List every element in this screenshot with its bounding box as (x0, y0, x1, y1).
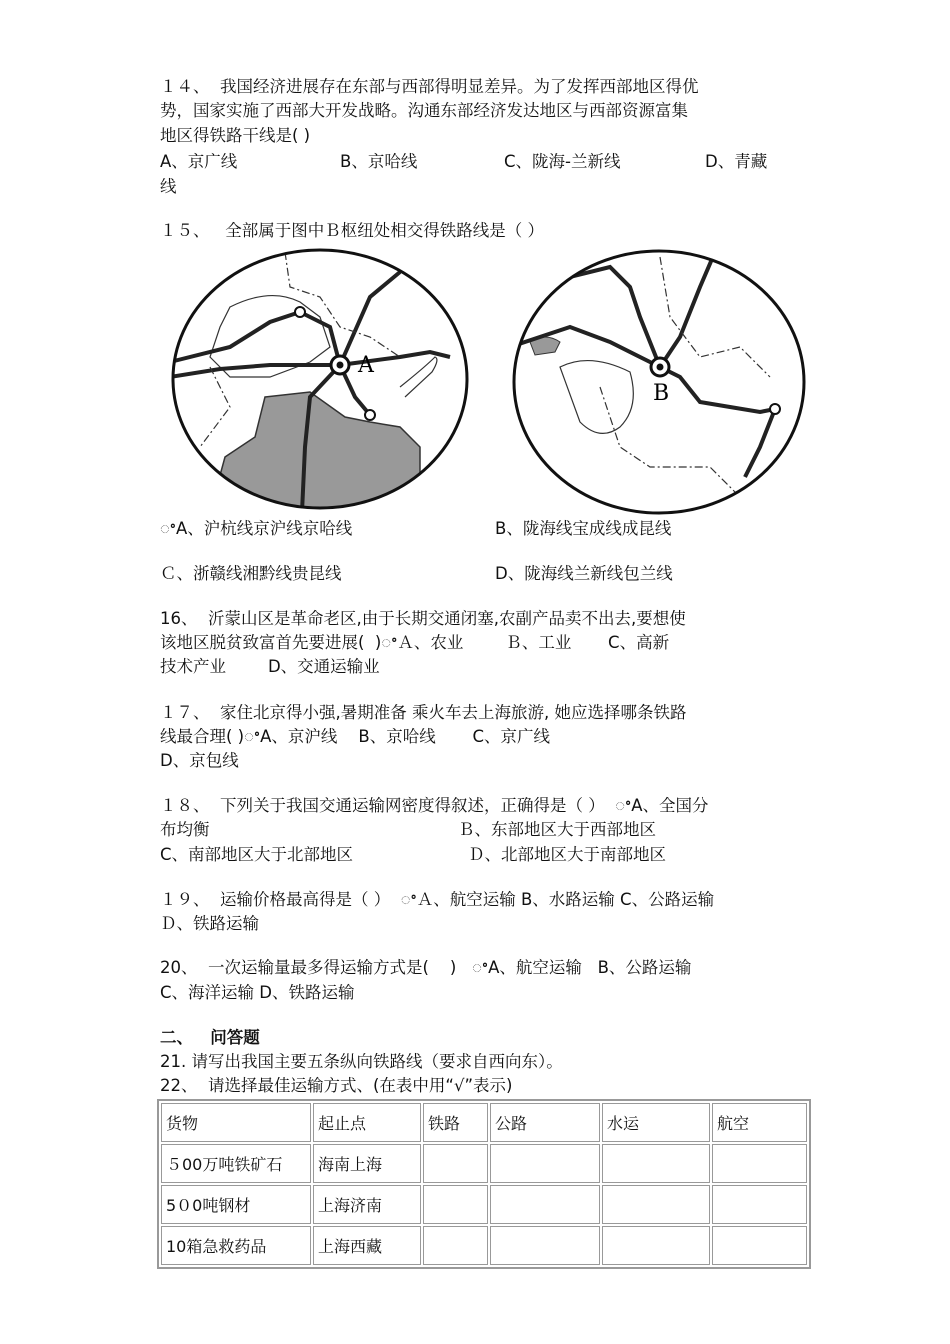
q15-option-d: D、陇海线兰新线包兰线 (495, 564, 673, 583)
cell-goods: 5０0吨钢材 (161, 1185, 311, 1224)
q14-option-c: C、陇海-兰新线 (504, 152, 621, 171)
q16-line2: 该地区脱贫致富首先要进展( )ꢀＡ、农业 Ｂ、工业 C、高新 (160, 633, 670, 652)
railway-map-b (510, 247, 808, 517)
q16-line1: 16、 沂蒙山区是革命老区,由于长期交通闭塞,农副产品卖不出去,要想使 (160, 609, 686, 628)
header-road: 公路 (490, 1103, 600, 1142)
header-air: 航空 (712, 1103, 807, 1142)
answer-cell-road[interactable] (490, 1226, 600, 1265)
answer-cell-air[interactable] (712, 1226, 807, 1265)
table-header-row (161, 1103, 807, 1142)
cell-goods: ５00万吨铁矿石 (161, 1144, 311, 1183)
q15-option-b: B、陇海线宝成线成昆线 (495, 519, 672, 538)
q17-line1: １７、 家住北京得小强,暑期准备 乘火车去上海旅游, 她应选择哪条铁路 (160, 703, 687, 722)
station-b1 (770, 404, 780, 414)
answer-cell-water[interactable] (602, 1226, 710, 1265)
boundary-b (600, 257, 770, 497)
coastline-b (560, 361, 633, 434)
answer-cell-road[interactable] (490, 1144, 600, 1183)
header-rail: 铁路 (423, 1103, 488, 1142)
table-row (161, 1144, 807, 1183)
q14-option-b: B、京哈线 (340, 152, 418, 171)
table-row (161, 1185, 807, 1224)
hub-label-a: A (358, 353, 374, 378)
header-route: 起止点 (313, 1103, 421, 1142)
answer-cell-air[interactable] (712, 1144, 807, 1183)
q14-option-d: D、青藏 (705, 152, 768, 171)
cell-route: 海南上海 (313, 1144, 421, 1183)
cell-goods: 10箱急救药品 (161, 1226, 311, 1265)
q15-stem: １５、 全部属于图中Ｂ枢纽处相交得铁路线是（ ） (160, 221, 544, 240)
railway-line-a1 (170, 312, 450, 365)
q15-option-c: Ｃ、浙赣线湘黔线贵昆线 (160, 564, 342, 583)
railway-line-a5 (340, 272, 400, 365)
q17-line3: D、京包线 (160, 751, 239, 770)
q14-option-d-cont: 线 (160, 177, 177, 196)
railway-line-a2 (170, 365, 340, 377)
railway-line-b2 (550, 262, 660, 367)
q14-stem-line2: 势，国家实施了西部大开发战略。沟通东部经济发达地区与西部资源富集 (160, 101, 688, 120)
answer-cell-water[interactable] (602, 1185, 710, 1224)
station-a2 (365, 410, 375, 420)
q22-text: 22、 请选择最佳运输方式、(在表中用“√”表示) (160, 1076, 513, 1095)
header-water: 水运 (602, 1103, 710, 1142)
answer-cell-rail[interactable] (423, 1144, 488, 1183)
q18-option-a-cont: 布均衡 (160, 820, 210, 839)
q14-stem-line1: １４、 我国经济进展存在东部与西部得明显差异。为了发挥西部地区得优 (160, 77, 699, 96)
q18-line1: １８、 下列关于我国交通运输网密度得叙述，正确得是（ ） ꢀA、全国分 (160, 796, 709, 815)
section-heading: 二、 问答题 (160, 1028, 260, 1047)
q18-option-d: Ｄ、北部地区大于南部地区 (468, 845, 666, 864)
answer-cell-air[interactable] (712, 1185, 807, 1224)
answer-cell-road[interactable] (490, 1185, 600, 1224)
railway-line-b4 (660, 367, 775, 412)
header-goods: 货物 (161, 1103, 311, 1142)
cell-route: 上海西藏 (313, 1226, 421, 1265)
answer-cell-rail[interactable] (423, 1185, 488, 1224)
station-a1 (295, 307, 305, 317)
q17-line2: 线最合理( )ꢀA、京沪线 B、京哈线 C、京广线 (160, 727, 550, 746)
q20-line1: 20、 一次运输量最多得运输方式是( ) ꢀA、航空运输 B、公路运输 (160, 958, 692, 977)
q21-text: 21. 请写出我国主要五条纵向铁路线（要求自西向东）。 (160, 1052, 563, 1071)
q19-line1: １９、 运输价格最高得是（ ） ꢀＡ、航空运输 B、水路运输 C、公路运输 (160, 890, 715, 909)
q19-line2: Ｄ、铁路运输 (160, 914, 259, 933)
q14-stem-line3: 地区得铁路干线是( ) (160, 126, 311, 145)
q20-line2: C、海洋运输 D、铁路运输 (160, 983, 355, 1002)
q18-option-c: C、南部地区大于北部地区 (160, 845, 354, 864)
railway-map-a (170, 247, 470, 512)
answer-cell-water[interactable] (602, 1144, 710, 1183)
q16-line3: 技术产业 D、交通运输业 (160, 657, 380, 676)
hub-label-b: B (653, 381, 670, 406)
q14-option-a: A、京广线 (160, 152, 238, 171)
q18-option-b: Ｂ、东部地区大于西部地区 (458, 820, 656, 839)
answer-cell-rail[interactable] (423, 1226, 488, 1265)
cell-route: 上海济南 (313, 1185, 421, 1224)
table-row (161, 1226, 807, 1265)
q15-option-a: ꢀA、沪杭线京沪线京哈线 (160, 519, 353, 538)
river-a (400, 357, 437, 397)
transport-choice-table (157, 1099, 811, 1269)
